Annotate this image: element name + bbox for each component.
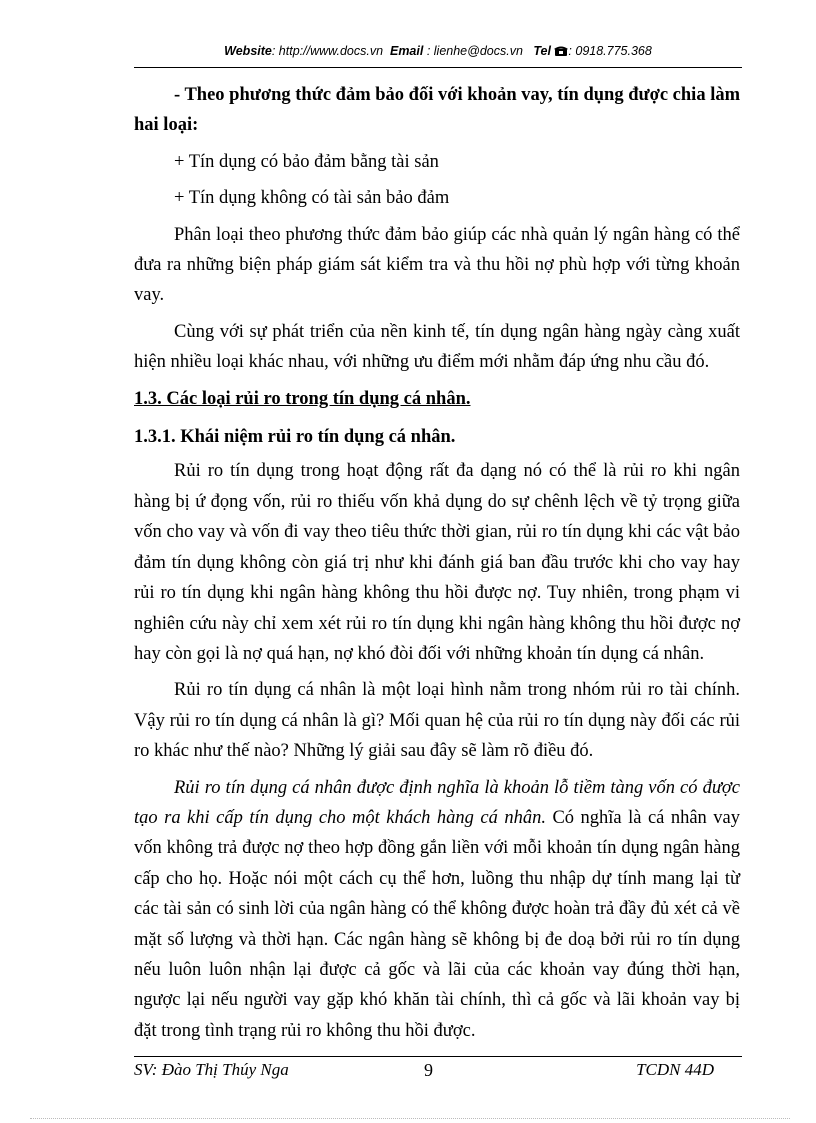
footer-class-code: TCDN 44D bbox=[636, 1060, 714, 1079]
website-value: : http://www.docs.vn bbox=[271, 44, 384, 58]
email-value: : lienhe@docs.vn bbox=[426, 44, 523, 58]
paragraph-credit-risk: Rủi ro tín dụng trong hoạt động rất đa dạng nó có thể là rủi ro khi ngân hàng bị ứ đọng vốn, rủi ro thiếu vốn khả dụng do sự chênh lệch về tỷ trọng giữa vốn cho vay và vốn đi vay theo tiêu thức thời gian, rủi ro tín dụng khi các vật bảo đảm tín dụng không còn giá trị như khi đánh giá ban đầu trước khi cho vay hay rủi ro tín dụng khi ngân hàng không thu hồi được nợ. Tuy nhiên, trong phạm vi nghiên cứu này chỉ xem xét rủi ro tín dụng khi ngân hàng không thu hồi được nợ hay còn gọi là nợ quá hạn, nợ khó đòi đối với những khoản tín dụng cá nhân. bbox=[134, 461, 740, 664]
section-heading-1-3-1: 1.3.1. Khái niệm rủi ro tín dụng cá nhân. bbox=[134, 427, 456, 448]
page-border-dots bbox=[30, 1118, 790, 1119]
page-body bbox=[134, 80, 740, 1052]
paragraph-personal-risk: Rủi ro tín dụng cá nhân là một loại hình nằm trong nhóm rủi ro tài chính. Vậy rủi ro tín dụng cá nhân là gì? Mối quan hệ của rủi ro tín dụng này đối các rủi ro khác như thế nào? Những lý giải sau đây sẽ làm rõ điều đó. bbox=[134, 680, 740, 762]
footer-rule bbox=[134, 1056, 742, 1057]
header-rule bbox=[134, 67, 742, 68]
paragraph-classification: Phân loại theo phương thức đảm bảo giúp các nhà quản lý ngân hàng có thể đưa ra những biện pháp giám sát kiểm tra và thu hồi nợ phù hợp với từng khoản vay. bbox=[134, 224, 740, 306]
tel-value: : 0918.775.368 bbox=[568, 44, 652, 58]
definition-rest: Có nghĩa là cá nhân vay vốn không trả được nợ theo hợp đồng gắn liền với mỗi khoản tín dụng ngân hàng cấp cho họ. Hoặc nói một cách cụ thể hơn, luồng thu nhập dự tính mang lại từ các tài sản có sinh lời của ngân hàng có thể không được hoàn trả đầy đủ xét cả về mặt số lượng và thời hạn. Các ngân hàng sẽ không bị đe doạ bởi rủi ro tín dụng nếu luôn luôn nhận lại được cả gốc và lãi của các khoản vay đúng thời hạn, ngược lại nếu người vay gặp khó khăn tài chính, thì cả gốc và lãi khoản vay bị đặt trong tình trạng rủi ro không thu hồi được. bbox=[134, 807, 741, 1041]
definition-italic: Rủi ro tín dụng cá nhân được định nghĩa là khoản lỗ tiềm tàng vốn có được tạo ra khi cấp tín dụng cho một khách hàng cá nhân. bbox=[134, 777, 740, 828]
website-label: Website bbox=[224, 44, 272, 58]
list-item-secured: + Tín dụng có bảo đảm bằng tài sản bbox=[174, 151, 439, 172]
footer-author: SV: Đào Thị Thúy Nga bbox=[134, 1060, 289, 1079]
email-label: Email bbox=[389, 44, 424, 58]
page-footer bbox=[134, 1060, 742, 1086]
paragraph-development: Cùng với sự phát triển của nền kinh tế, tín dụng ngân hàng ngày càng xuất hiện nhiều loại khác nhau, với những ưu điểm mới nhằm đáp ứng nhu cầu đó. bbox=[134, 321, 740, 373]
tel-label: Tel bbox=[533, 44, 551, 58]
page-header bbox=[134, 44, 742, 66]
phone-icon bbox=[554, 45, 568, 60]
intro-paragraph: - Theo phương thức đảm bảo đối với khoản vay, tín dụng được chia làm hai loại: bbox=[134, 85, 740, 136]
list-item-unsecured: + Tín dụng không có tài sản bảo đảm bbox=[174, 188, 450, 209]
paragraph-definition bbox=[134, 773, 740, 1047]
section-heading-1-3: 1.3. Các loại rủi ro trong tín dụng cá nhân. bbox=[134, 388, 471, 409]
page-number: 9 bbox=[424, 1060, 433, 1080]
